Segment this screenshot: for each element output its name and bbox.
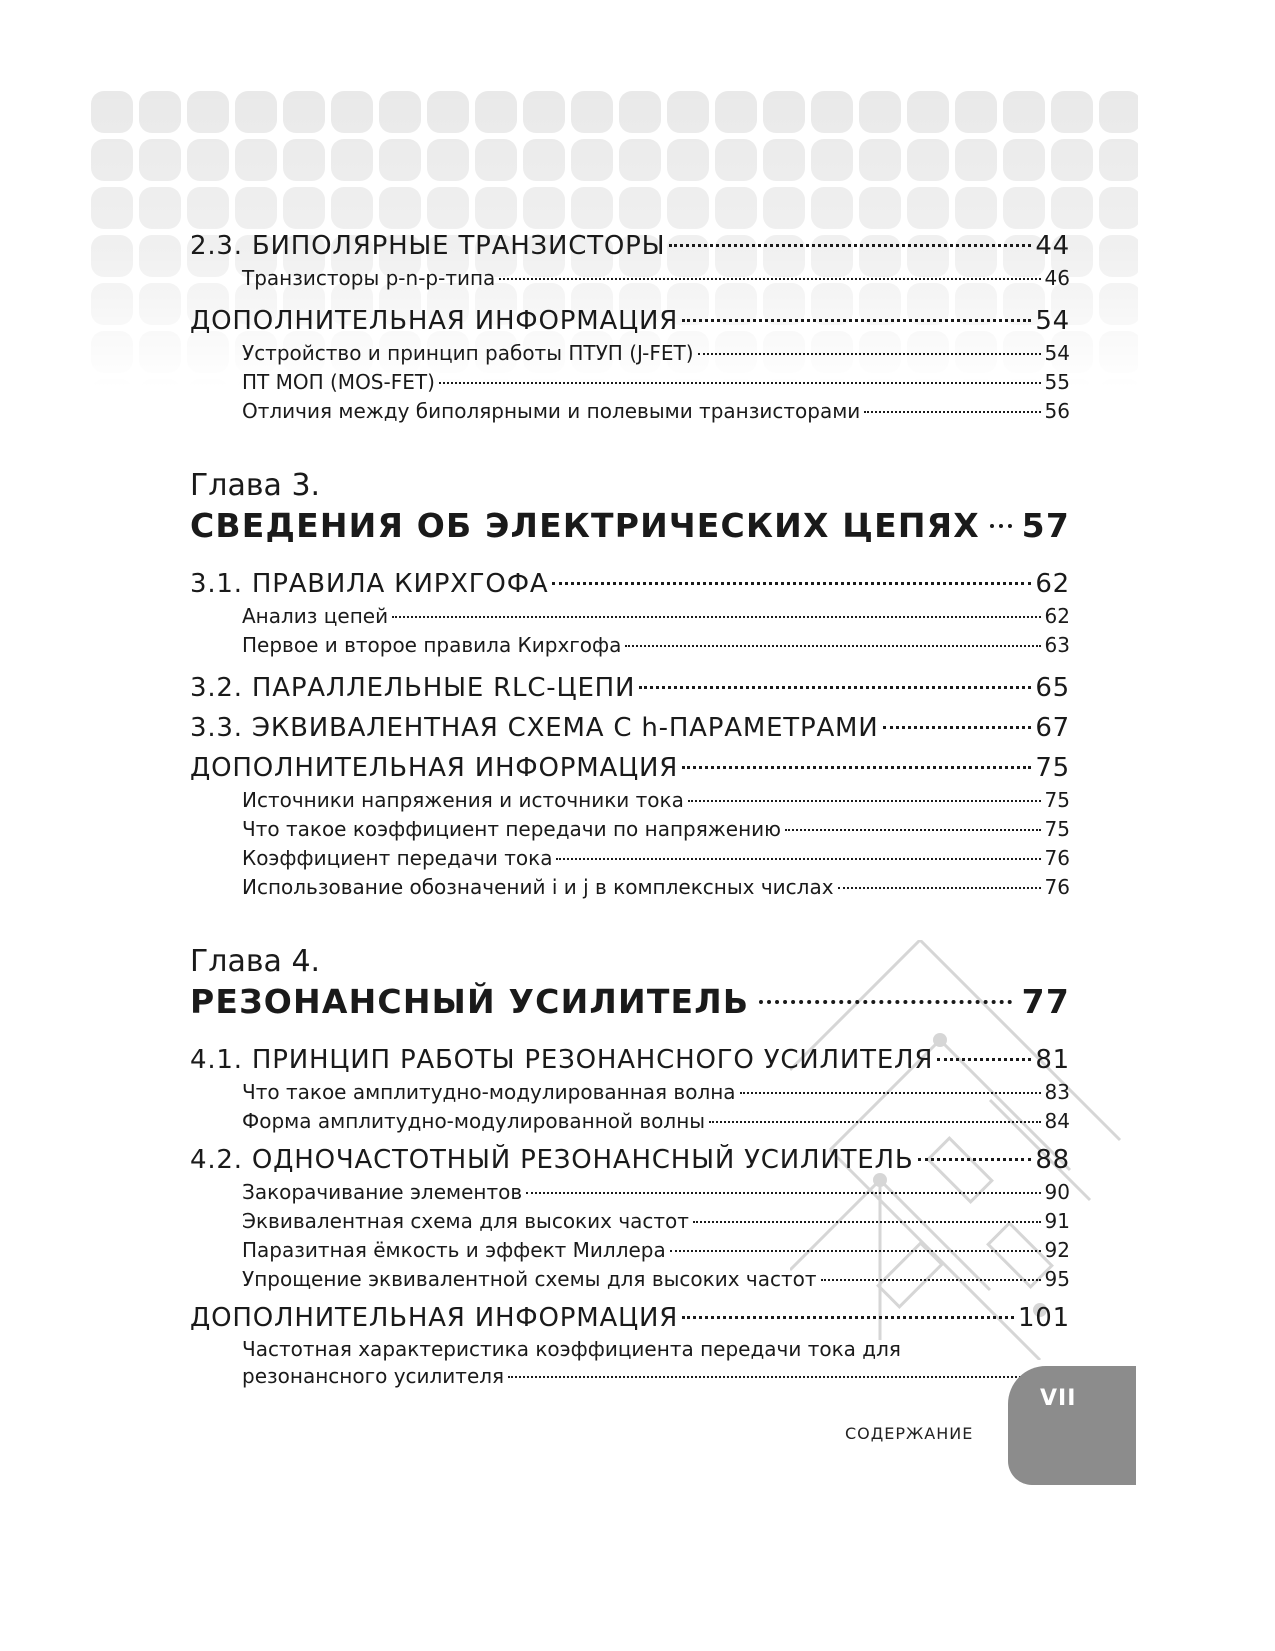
leader-dots: [821, 1279, 1041, 1281]
toc-extra-info-ch2[interactable]: [190, 303, 1070, 339]
toc-entry-title: ДОПОЛНИТЕЛЬНАЯ ИНФОРМАЦИЯ: [190, 306, 679, 336]
toc-entry-title: Эквивалентная схема для высоких частот: [242, 1209, 689, 1233]
leader-dots: [682, 766, 1031, 769]
chapter-4-title-row[interactable]: [190, 980, 1070, 1024]
chapter-title: СВЕДЕНИЯ ОБ ЭЛЕКТРИЧЕСКИХ ЦЕПЯХ: [190, 506, 980, 545]
leader-dots: [709, 1121, 1040, 1123]
toc-entry-title: Отличия между биполярными и полевыми транзисторами: [242, 399, 861, 423]
toc-section-2-3[interactable]: [190, 228, 1070, 264]
toc-entry-page: 75: [1035, 753, 1070, 783]
leader-dots: [864, 411, 1040, 413]
toc-entry-title: 2.3. БИПОЛЯРНЫЕ ТРАНЗИСТОРЫ: [190, 231, 666, 261]
toc-entry-title: Упрощение эквивалентной схемы для высоких частот: [242, 1267, 817, 1291]
toc-subentry-wrapped[interactable]: [190, 1336, 1070, 1390]
toc-subentry[interactable]: [190, 786, 1070, 815]
toc-entry-page: 91: [1044, 1209, 1070, 1233]
toc-extra-info-ch3[interactable]: [190, 750, 1070, 786]
leader-dots: [670, 1250, 1041, 1252]
leader-dots: [785, 829, 1041, 831]
toc-entry-title: ДОПОЛНИТЕЛЬНАЯ ИНФОРМАЦИЯ: [190, 753, 679, 783]
leader-dots: [693, 1221, 1041, 1223]
toc-entry-page: 65: [1035, 673, 1070, 703]
toc-entry-title: Устройство и принцип работы ПТУП (J-FET): [242, 341, 694, 365]
toc-entry-page: 75: [1044, 817, 1070, 841]
leader-dots: [439, 382, 1041, 384]
toc-section-4-2[interactable]: [190, 1142, 1070, 1178]
toc-subentry[interactable]: [190, 1265, 1070, 1294]
toc-subentry[interactable]: [190, 368, 1070, 397]
toc-subentry[interactable]: [190, 264, 1070, 293]
leader-dots: [883, 726, 1032, 729]
toc-entry-title: Анализ цепей: [242, 604, 389, 628]
leader-dots: [392, 616, 1040, 618]
toc-entry-page: 90: [1044, 1180, 1070, 1204]
leader-dots: [682, 1316, 1014, 1319]
footer-section-label: СОДЕРЖАНИЕ: [845, 1424, 974, 1443]
toc-entry-page: 62: [1035, 569, 1070, 599]
toc-entry-page: 75: [1044, 788, 1070, 812]
toc-entry-page: 95: [1044, 1267, 1070, 1291]
toc-entry-page: 54: [1035, 306, 1070, 336]
toc-subentry[interactable]: [190, 1178, 1070, 1207]
toc-entry-title: 4.2. ОДНОЧАСТОТНЫЙ РЕЗОНАНСНЫЙ УСИЛИТЕЛЬ: [190, 1145, 914, 1175]
toc-section-3-3[interactable]: [190, 710, 1070, 746]
leader-dots: [508, 1376, 1028, 1378]
table-of-contents: [190, 228, 1070, 1390]
toc-subentry[interactable]: [190, 1078, 1070, 1107]
chapter-3-label: Глава 3.: [190, 468, 321, 503]
chapter-3-title-row[interactable]: [190, 504, 1070, 548]
toc-entry-page: 81: [1035, 1045, 1070, 1075]
leader-dots: [499, 278, 1040, 280]
toc-entry-page: 76: [1044, 875, 1070, 899]
toc-section-4-1[interactable]: [190, 1042, 1070, 1078]
page-number-tab: [1008, 1366, 1136, 1485]
toc-entry-title: Закорачивание элементов: [242, 1180, 523, 1204]
toc-entry-title: 3.1. ПРАВИЛА КИРХГОФА: [190, 569, 549, 599]
toc-entry-title: Использование обозначений i и j в комплексных числах: [242, 875, 834, 899]
toc-entry-title-line2: резонансного усилителя: [242, 1364, 505, 1388]
toc-subentry[interactable]: [190, 1207, 1070, 1236]
leader-dots: [556, 858, 1040, 860]
chapter-page: 77: [1021, 982, 1070, 1021]
leader-dots: [526, 1192, 1040, 1194]
leader-dots: [990, 524, 1012, 528]
leader-dots: [937, 1058, 1031, 1061]
toc-entry-title-line1: Частотная характеристика коэффициента передачи тока для: [242, 1337, 901, 1361]
toc-entry-page: 56: [1044, 399, 1070, 423]
toc-entry-page: 63: [1044, 633, 1070, 657]
toc-entry-title: Транзисторы p-n-p-типа: [242, 266, 496, 290]
toc-entry-title: 3.3. ЭКВИВАЛЕНТНАЯ СХЕМА С h-ПАРАМЕТРАМИ: [190, 713, 879, 743]
toc-entry-page: 67: [1035, 713, 1070, 743]
leader-dots: [639, 686, 1031, 689]
toc-entry-title: Источники напряжения и источники тока: [242, 788, 684, 812]
leader-dots: [625, 645, 1040, 647]
toc-section-3-1[interactable]: [190, 566, 1070, 602]
toc-entry-title: Что такое амплитудно-модулированная волна: [242, 1080, 736, 1104]
chapter-page: 57: [1021, 506, 1070, 545]
leader-dots: [838, 887, 1041, 889]
toc-entry-page: 46: [1044, 266, 1070, 290]
toc-subentry[interactable]: [190, 1107, 1070, 1136]
toc-subentry[interactable]: [190, 815, 1070, 844]
toc-extra-info-ch4[interactable]: [190, 1300, 1070, 1336]
toc-subentry[interactable]: [190, 397, 1070, 426]
toc-entry-title: Паразитная ёмкость и эффект Миллера: [242, 1238, 666, 1262]
chapter-4-label: Глава 4.: [190, 944, 321, 979]
toc-entry-title: ДОПОЛНИТЕЛЬНАЯ ИНФОРМАЦИЯ: [190, 1303, 679, 1333]
page-number: VII: [1040, 1386, 1077, 1411]
toc-entry-page: 84: [1044, 1109, 1070, 1133]
toc-subentry[interactable]: [190, 631, 1070, 660]
leader-dots: [682, 319, 1031, 322]
leader-dots: [688, 800, 1041, 802]
toc-entry-title: Что такое коэффициент передачи по напряжению: [242, 817, 782, 841]
toc-entry-page: 76: [1044, 846, 1070, 870]
toc-entry-title: Форма амплитудно-модулированной волны: [242, 1109, 706, 1133]
toc-entry-page: 62: [1044, 604, 1070, 628]
toc-entry-title: Коэффициент передачи тока: [242, 846, 553, 870]
toc-subentry[interactable]: [190, 1236, 1070, 1265]
leader-dots: [740, 1092, 1041, 1094]
toc-entry-page: 92: [1044, 1238, 1070, 1262]
toc-entry-page: 83: [1044, 1080, 1070, 1104]
leader-dots: [759, 1000, 1011, 1004]
toc-entry-title: 4.1. ПРИНЦИП РАБОТЫ РЕЗОНАНСНОГО УСИЛИТЕЛЯ: [190, 1045, 934, 1075]
toc-entry-page: 55: [1044, 370, 1070, 394]
leader-dots: [669, 244, 1031, 247]
chapter-title: РЕЗОНАНСНЫЙ УСИЛИТЕЛЬ: [190, 982, 750, 1021]
toc-subentry[interactable]: [190, 602, 1070, 631]
toc-entry-page: 101: [1017, 1303, 1070, 1333]
toc-section-3-2[interactable]: [190, 670, 1070, 706]
toc-subentry[interactable]: [190, 339, 1070, 368]
toc-entry-title: ПТ МОП (MOS-FET): [242, 370, 435, 394]
toc-entry-title: Первое и второе правила Кирхгофа: [242, 633, 622, 657]
toc-entry-page: 44: [1035, 231, 1070, 261]
toc-subentry[interactable]: [190, 844, 1070, 873]
leader-dots: [698, 353, 1041, 355]
toc-entry-page: 88: [1035, 1145, 1070, 1175]
leader-dots: [918, 1158, 1032, 1161]
toc-subentry[interactable]: [190, 873, 1070, 902]
leader-dots: [552, 582, 1031, 585]
toc-entry-page: 54: [1044, 341, 1070, 365]
toc-entry-title: 3.2. ПАРАЛЛЕЛЬНЫЕ RLC-ЦЕПИ: [190, 673, 636, 703]
